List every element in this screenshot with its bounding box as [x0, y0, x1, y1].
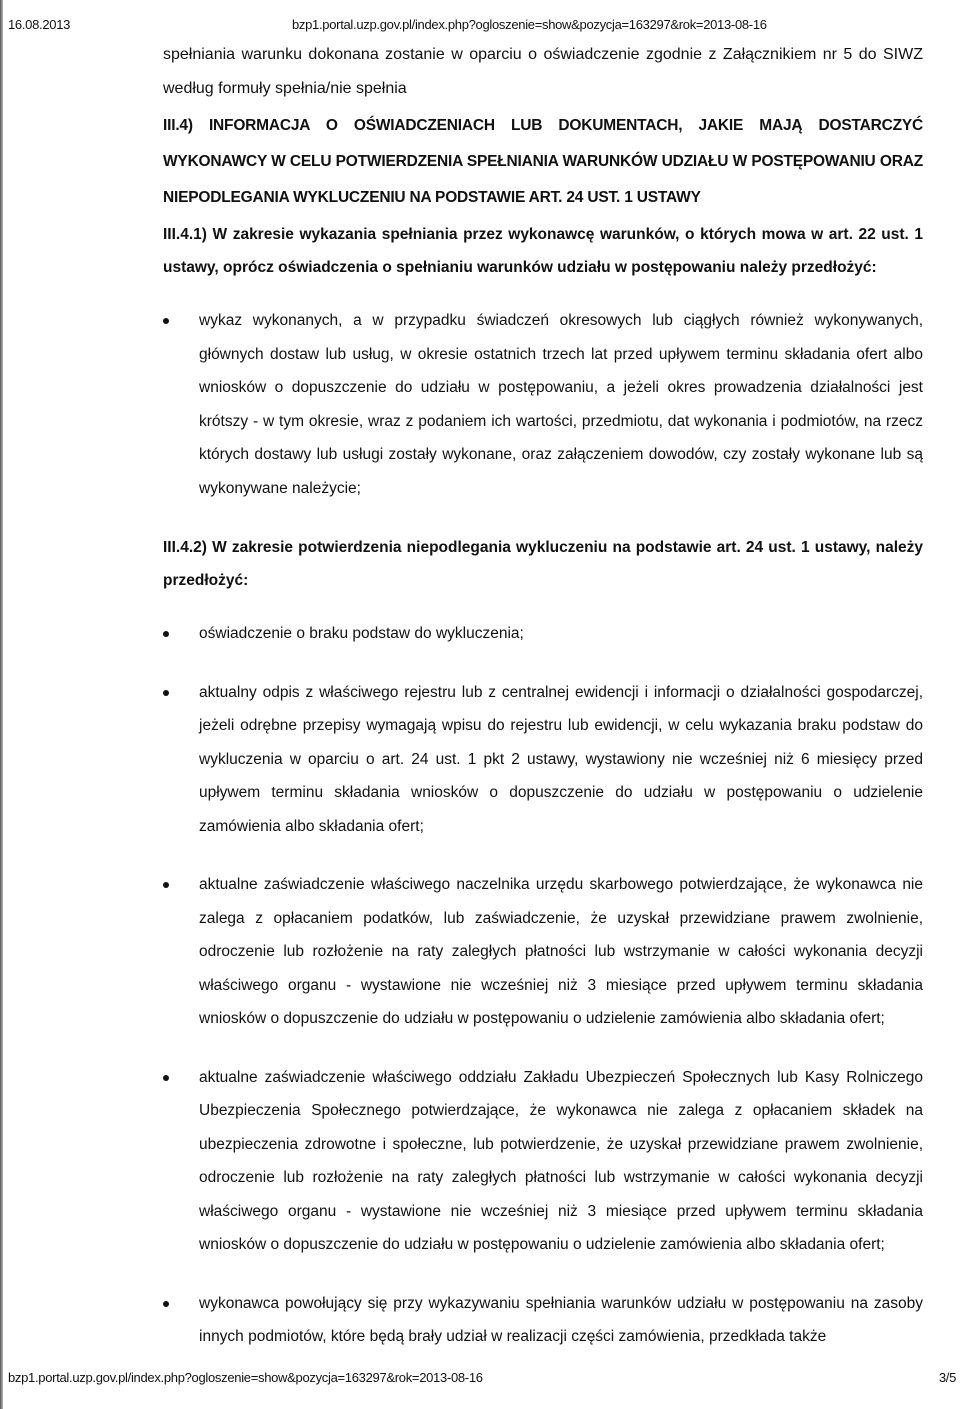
footer-url: bzp1.portal.uzp.gov.pl/index.php?ogloszenie=show&pozycja=163297&rok=2013-08-16 [8, 1370, 483, 1385]
page-number: 3/5 [938, 1370, 956, 1385]
intro-paragraph: spełniania warunku dokonana zostanie w oparciu o oświadczenie zgodnie z Załącznikiem nr 5 do SIWZ według formuły spełnia/nie spełnia [163, 46, 923, 97]
list-item-text: aktualne zaświadczenie właściwego naczelnika urzędu skarbowego potwierdzające, że wykonawca nie zalega z opłacaniem podatków, lub zaświadczenie, że uzyskał przewidziane prawem zwolnienie, odroczenie lub rozłożenie na raty zaległych płatności lub wstrzymanie w całości wykonania decyzji właściwego organu - wystawione nie wcześniej niż 3 miesiące przed upływem terminu składania wniosków o dopuszczenie do udziału w postępowaniu o udzielenie zamówienia albo składania ofert; [199, 876, 923, 1027]
subsection-1-list [163, 304, 923, 505]
header-url: bzp1.portal.uzp.gov.pl/index.php?ogloszenie=show&pozycja=163297&rok=2013-08-16 [292, 17, 767, 32]
list-item-text: wykonawca powołujący się przy wykazywaniu spełniania warunków udziału w postępowaniu na zasoby innych podmiotów, które będą brały udział w realizacji części zamówienia, przedkłada także [199, 1294, 923, 1345]
section-title: III.4) INFORMACJA O OŚWIADCZENIACH LUB DOKUMENTACH, JAKIE MAJĄ DOSTARCZYĆ WYKONAWCY W CELU POTWIERDZENIA SPEŁNIANIA WARUNKÓW UDZIAŁU W POSTĘPOWANIU ORAZ NIEPODLEGANIA WYKLUCZENIU NA PODSTAWIE ART. 24 UST. 1 USTAWY [163, 117, 923, 206]
bullet-icon [163, 1075, 169, 1081]
subsection-1-title: III.4.1) W zakresie wykazania spełniania przez wykonawcę warunków, o których mowa w art. 22 ust. 1 ustawy, oprócz oświadczenia o spełnianiu warunków udziału w postępowaniu należy przedłożyć: [163, 226, 923, 276]
list-item [163, 617, 923, 651]
bullet-icon [163, 882, 169, 888]
list-item [163, 868, 923, 1036]
list-item [163, 1287, 923, 1354]
list-item-text: aktualny odpis z właściwego rejestru lub z centralnej ewidencji i informacji o działalności gospodarczej, jeżeli odrębne przepisy wymagają wpisu do rejestru lub ewidencji, w celu wykazania braku podstaw do wykluczenia w oparciu o art. 24 ust. 1 pkt 2 ustawy, wystawiony nie wcześniej niż 6 miesięcy przed upływem terminu składania wniosków o dopuszczenie do udziału w postępowaniu o udzielenie zamówienia albo składania ofert; [199, 683, 923, 835]
list-item [163, 676, 923, 844]
bullet-icon [163, 690, 169, 696]
bullet-icon [163, 631, 169, 637]
subsection-2-list [163, 617, 923, 1354]
list-item [163, 304, 923, 505]
list-item [163, 1061, 923, 1262]
list-item-text: wykaz wykonanych, a w przypadku świadczeń okresowych lub ciągłych również wykonywanych, głównych dostaw lub usług, w okresie ostatnich trzech lat przed upływem terminu składania ofert albo wniosków o dopuszczenie do udziału w postępowaniu, a jeżeli okres prowadzenia działalności jest krótszy - w tym okresie, wraz z podaniem ich wartości, przedmiotu, dat wykonania i podmiotów, na rzecz których dostawy lub usługi zostały wykonane, oraz załączeniem dowodów, czy zostały wykonane lub są wykonywane należycie; [199, 312, 923, 497]
header-date: 16.08.2013 [8, 17, 71, 32]
bullet-icon [163, 1301, 169, 1307]
subsection-2-title: III.4.2) W zakresie potwierdzenia niepodlegania wykluczeniu na podstawie art. 24 ust. 1 ustawy, należy przedłożyć: [163, 539, 923, 589]
bullet-icon [163, 318, 169, 324]
scan-left-edge [0, 0, 3, 1409]
document-content [163, 38, 923, 1354]
list-item-text: aktualne zaświadczenie właściwego oddziału Zakładu Ubezpieczeń Społecznych lub Kasy Rolniczego Ubezpieczenia Społecznego potwierdzające, że wykonawca nie zalega z opłacaniem składek na ubezpieczenia zdrowotne i społeczne, lub potwierdzenie, że uzyskał przewidziane prawem zwolnienie, odroczenie lub rozłożenie na raty zaległych płatności lub wstrzymanie w całości wykonania decyzji właściwego organu - wystawione nie wcześniej niż 3 miesiące przed upływem terminu składania wniosków o dopuszczenie do udziału w postępowaniu o udzielenie zamówienia albo składania ofert; [199, 1068, 923, 1253]
list-item-text: oświadczenie o braku podstaw do wykluczenia; [199, 625, 524, 642]
